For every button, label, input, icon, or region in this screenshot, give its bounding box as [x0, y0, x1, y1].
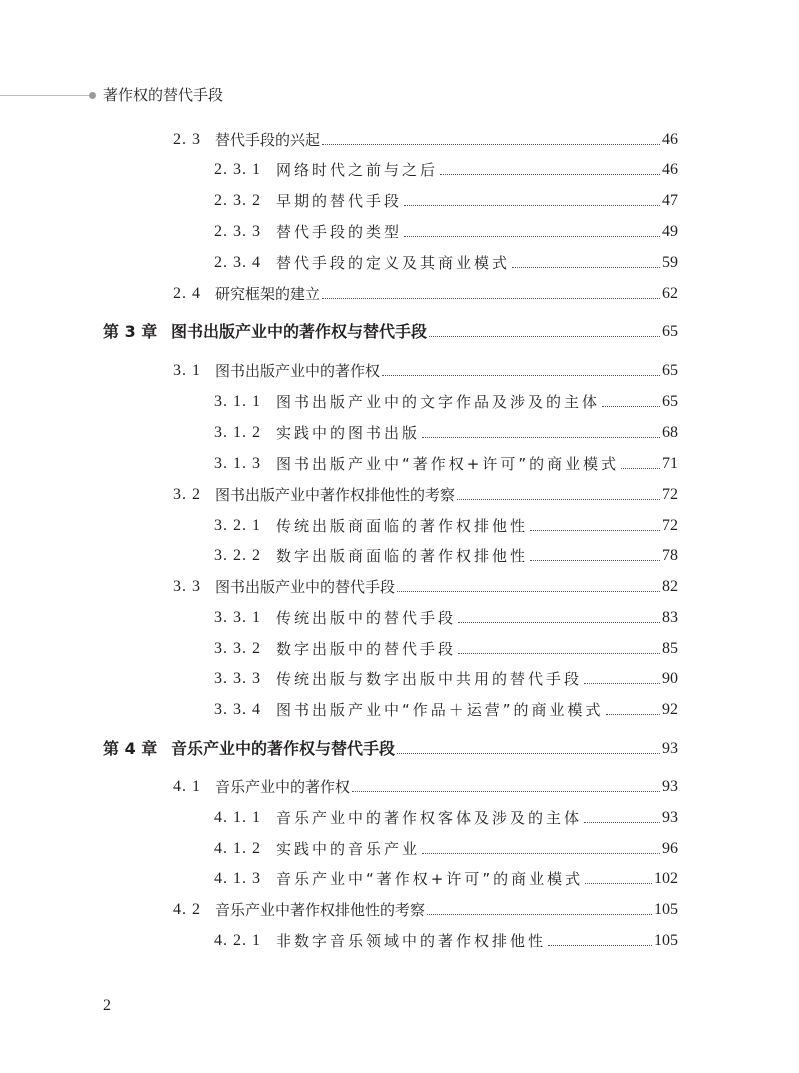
toc-section-entry[interactable] [173, 574, 678, 598]
toc-subsection-entry[interactable] [214, 636, 678, 660]
toc-dot-leader [457, 498, 660, 500]
toc-subsection-entry[interactable] [214, 219, 678, 243]
toc-entry-title: 图书出版产业中“著作权+许可”的商业模式 [276, 455, 620, 473]
toc-entry-title: 图书出版产业中的替代手段 [215, 578, 396, 596]
toc-subsection-entry[interactable] [214, 836, 678, 860]
toc-entry-page: 71 [662, 455, 678, 472]
toc-entry-number: 2. 3. 1 [214, 161, 261, 178]
toc-entry-title: 传统出版与数字出版中共用的替代手段 [276, 670, 583, 688]
toc-entry-page: 85 [662, 640, 678, 657]
toc-entry-page: 83 [662, 609, 678, 626]
toc-entry-title: 图书出版产业中的著作权 [215, 362, 381, 380]
toc-dot-leader [621, 467, 660, 469]
toc-subsection-entry[interactable] [214, 420, 678, 444]
toc-subsection-entry[interactable] [214, 513, 678, 537]
toc-entry-title: 传统出版中的替代手段 [276, 609, 457, 627]
toc-dot-leader [397, 590, 660, 592]
toc-section-entry[interactable] [173, 358, 678, 382]
toc-dot-leader [530, 529, 660, 531]
toc-entry-page: 93 [662, 809, 678, 826]
toc-chapter-entry[interactable] [103, 736, 678, 760]
toc-entry-title: 数字出版中的替代手段 [276, 640, 457, 658]
toc-entry-number: 3. 3. 2 [214, 640, 261, 657]
toc-entry-page: 59 [662, 254, 678, 271]
toc-entry-page: 82 [662, 578, 678, 595]
toc-entry-title: 图书出版产业中的文字作品及涉及的主体 [276, 393, 601, 411]
toc-entry-page: 46 [662, 131, 678, 148]
toc-subsection-entry[interactable] [214, 389, 678, 413]
toc-entry-page: 93 [662, 740, 678, 757]
toc-entry-title: 替代手段的类型 [276, 223, 403, 241]
toc-dot-leader [322, 297, 660, 299]
toc-entry-page: 72 [662, 517, 678, 534]
toc-entry-page: 102 [654, 870, 678, 887]
toc-entry-title: 传统出版商面临的著作权排他性 [276, 517, 529, 535]
toc-section-entry[interactable] [173, 281, 678, 305]
toc-entry-page: 92 [662, 701, 678, 718]
toc-entry-page: 96 [662, 840, 678, 857]
toc-subsection-entry[interactable] [214, 866, 678, 890]
toc-entry-number: 3. 3. 4 [214, 701, 261, 718]
toc-entry-page: 49 [662, 223, 678, 240]
toc-entry-title: 替代手段的兴起 [215, 131, 321, 149]
toc-dot-leader [458, 621, 660, 623]
toc-dot-leader [382, 374, 660, 376]
toc-entry-title: 网络时代之前与之后 [276, 161, 439, 179]
toc-dot-leader [422, 436, 660, 438]
toc-entry-number: 3. 1. 1 [214, 393, 261, 410]
toc-entry-number: 2. 3. 2 [214, 192, 261, 209]
toc-dot-leader [584, 682, 660, 684]
page-number: 2 [103, 997, 111, 1014]
toc-subsection-entry[interactable] [214, 250, 678, 274]
toc-entry-title: 实践中的音乐产业 [276, 840, 421, 858]
toc-entry-title: 替代手段的定义及其商业模式 [276, 254, 511, 272]
toc-subsection-entry[interactable] [214, 605, 678, 629]
toc-subsection-entry[interactable] [214, 451, 678, 475]
toc-entry-page: 90 [662, 670, 678, 687]
toc-section-entry[interactable] [173, 774, 678, 798]
toc-subsection-entry[interactable] [214, 805, 678, 829]
toc-entry-page: 46 [662, 161, 678, 178]
toc-entry-title: 图书出版产业中“作品＋运营”的商业模式 [276, 701, 604, 719]
toc-dot-leader [397, 752, 660, 754]
toc-subsection-entry[interactable] [214, 928, 678, 952]
toc-entry-number: 2. 3 [173, 131, 201, 148]
toc-subsection-entry[interactable] [214, 157, 678, 181]
toc-entry-number: 3. 1. 3 [214, 455, 261, 472]
toc-entry-number: 4. 1. 3 [214, 870, 261, 887]
toc-entry-page: 47 [662, 192, 678, 209]
toc-dot-leader [584, 821, 660, 823]
toc-dot-leader [322, 143, 660, 145]
toc-entry-number: 3. 1 [173, 362, 201, 379]
toc-dot-leader [548, 944, 652, 946]
toc-entry-number: 3. 3. 3 [214, 670, 261, 687]
toc-subsection-entry[interactable] [214, 543, 678, 567]
toc-dot-leader [404, 235, 660, 237]
toc-entry-page: 78 [662, 547, 678, 564]
toc-entry-page: 72 [662, 486, 678, 503]
toc-entry-number: 3. 2. 2 [214, 547, 261, 564]
toc-entry-title: 音乐产业中的著作权客体及涉及的主体 [276, 809, 583, 827]
toc-dot-leader [440, 173, 660, 175]
toc-entry-number: 4. 1. 2 [214, 840, 261, 857]
toc-entry-title: 研究框架的建立 [215, 285, 321, 303]
toc-entry-number: 4. 1 [173, 778, 201, 795]
toc-entry-number: 第 3 章 [103, 322, 158, 341]
toc-entry-number: 2. 3. 4 [214, 254, 261, 271]
toc-dot-leader [602, 405, 660, 407]
toc-entry-title: 实践中的图书出版 [276, 424, 421, 442]
toc-entry-title: 音乐产业中“著作权+许可”的商业模式 [276, 870, 584, 888]
toc-dot-leader [427, 913, 652, 915]
toc-dot-leader [422, 852, 660, 854]
toc-entry-number: 第 4 章 [103, 739, 158, 758]
toc-dot-leader [352, 790, 660, 792]
toc-section-entry[interactable] [173, 127, 678, 151]
toc-entry-title: 图书出版产业中著作权排他性的考察 [215, 486, 456, 504]
toc-entry-page: 62 [662, 285, 678, 302]
toc-entry-title: 音乐产业中的著作权与替代手段 [171, 739, 396, 758]
toc-dot-leader [606, 713, 660, 715]
toc-entry-number: 4. 2 [173, 901, 201, 918]
toc-chapter-entry[interactable] [103, 319, 678, 343]
toc-entry-title: 图书出版产业中的著作权与替代手段 [171, 322, 428, 341]
toc-entry-number: 3. 2. 1 [214, 517, 261, 534]
toc-subsection-entry[interactable] [214, 697, 678, 721]
toc-section-entry[interactable] [173, 897, 678, 921]
toc-dot-leader [585, 882, 652, 884]
toc-entry-title: 非数字音乐领域中的著作权排他性 [276, 932, 547, 950]
toc-entry-page: 105 [654, 901, 678, 918]
toc-entry-number: 3. 1. 2 [214, 424, 261, 441]
toc-entry-page: 93 [662, 778, 678, 795]
toc-entry-number: 3. 3. 1 [214, 609, 261, 626]
toc-entry-page: 65 [662, 393, 678, 410]
toc-entry-number: 4. 2. 1 [214, 932, 261, 949]
toc-entry-number: 4. 1. 1 [214, 809, 261, 826]
toc-entry-page: 65 [662, 323, 678, 340]
toc-dot-leader [429, 335, 660, 337]
toc-subsection-entry[interactable] [214, 666, 678, 690]
toc-entry-title: 音乐产业中著作权排他性的考察 [215, 901, 426, 919]
toc-subsection-entry[interactable] [214, 188, 678, 212]
toc-dot-leader [404, 204, 660, 206]
toc-entry-page: 68 [662, 424, 678, 441]
toc-dot-leader [530, 559, 660, 561]
toc-entry-title: 数字出版商面临的著作权排他性 [276, 547, 529, 565]
toc-entry-page: 65 [662, 362, 678, 379]
toc-entry-title: 早期的替代手段 [276, 192, 403, 210]
toc-dot-leader [512, 266, 660, 268]
toc-entry-number: 3. 3 [173, 578, 201, 595]
toc-entry-title: 音乐产业中的著作权 [215, 778, 351, 796]
toc-section-entry[interactable] [173, 482, 678, 506]
running-header-title: 著作权的替代手段 [103, 86, 224, 104]
toc-dot-leader [458, 652, 660, 654]
toc-entry-number: 3. 2 [173, 486, 201, 503]
toc-entry-number: 2. 4 [173, 285, 201, 302]
toc-entry-number: 2. 3. 3 [214, 223, 261, 240]
toc-entry-page: 105 [654, 932, 678, 949]
